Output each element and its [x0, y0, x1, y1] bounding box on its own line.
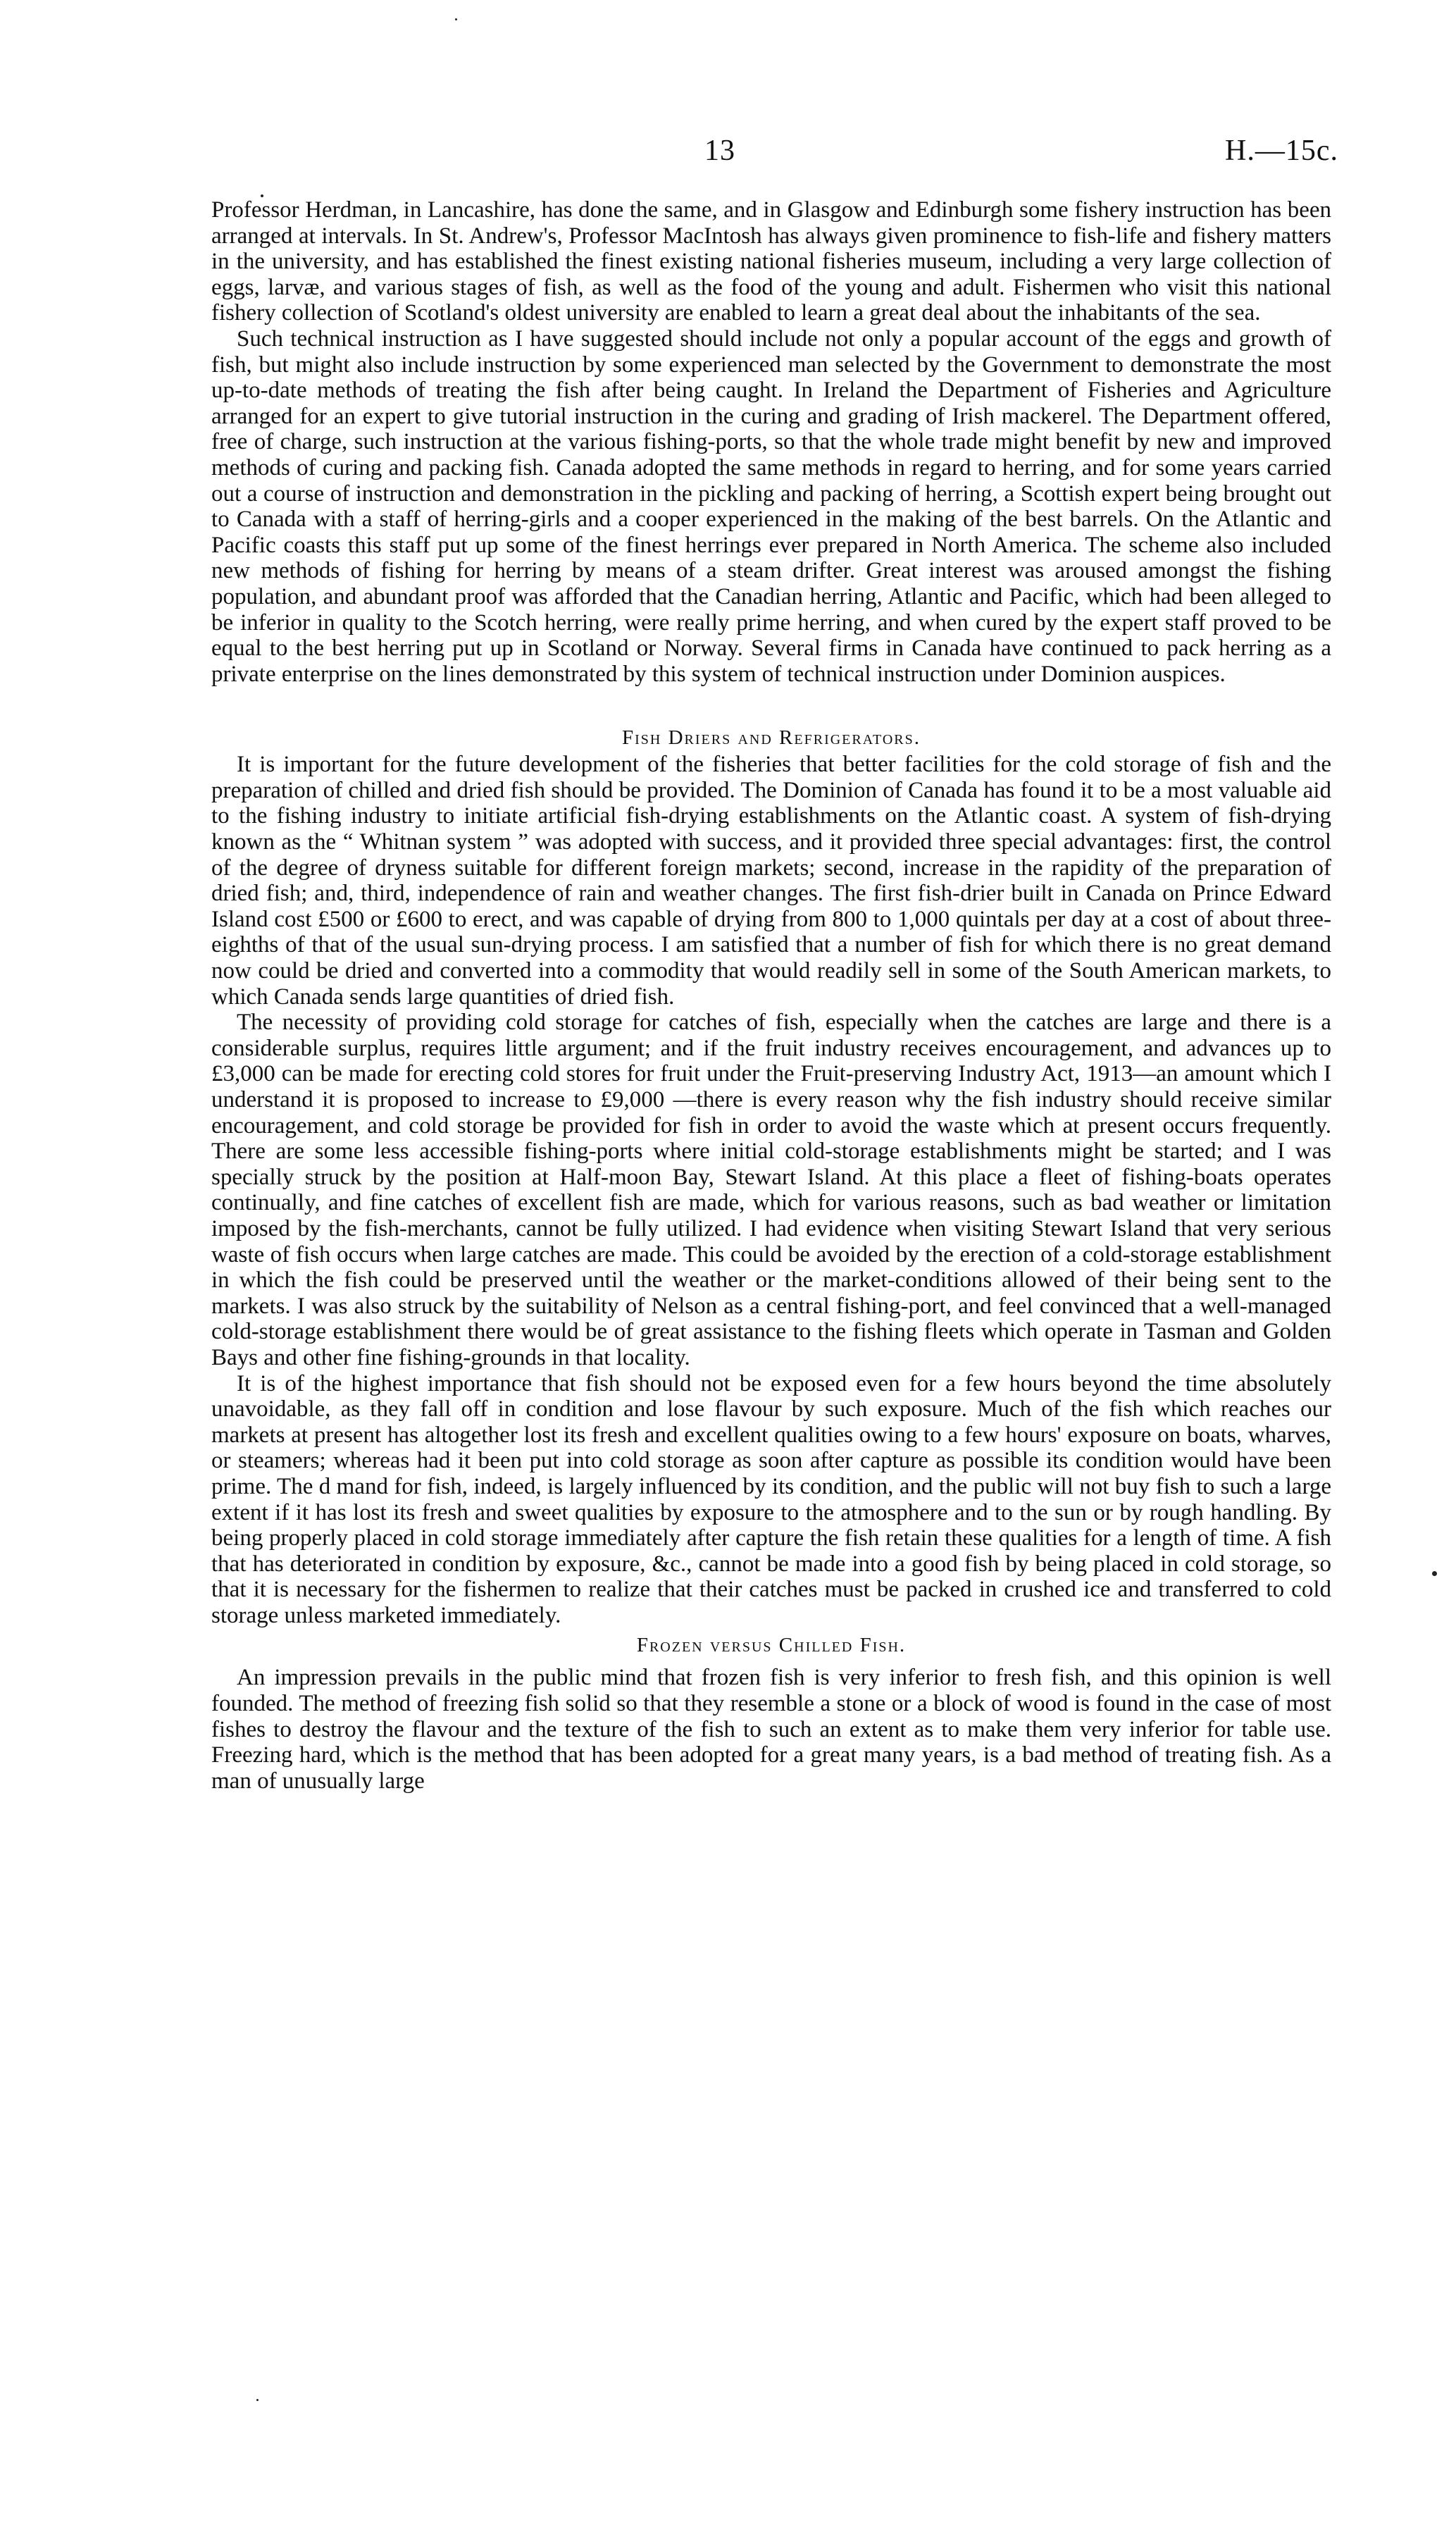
paragraph-fish-drying: It is important for the future development of the fisheries that better facilities for the cold storage of fish and the preparation of chilled and dried fish should be provided. The Dominion of Canada has found it to be a most valuable aid to the fishing industry to initiate artificial fish-drying establishments on the Atlantic coast. A system of fish-drying known as the “ Whitnan system ” was adopted with success, and it provided three special advantages: first, the control of the degree of dryness suitable for different foreign markets; second, increase in the rapidity of the preparation of dried fish; and, third, independence of rain and weather changes. The first fish-drier built in Canada on Prince Edward Island cost £500 or £600 to erect, and was capable of drying from 800 to 1,000 quintals per day at a cost of about three-eighths of that of the usual sun-drying process. I am satisfied that a number of fish for which there is no great demand now could be dried and converted into a commodity that would readily sell in some of the South American markets, to which Canada sends large quantities of dried fish. [211, 752, 1331, 1010]
scan-speck [256, 2399, 259, 2401]
paragraph-cold-storage: The necessity of providing cold storage for catches of fish, especially when the catches are large and there is a considerable surplus, requires little argument; and if the fruit industry receives encouragement, and advances up to £3,000 can be made for erecting cold stores for fruit under the Fruit-preserving Industry Act, 1913—an amount which I understand it is proposed to increase to £9,000 —there is every reason why the fish industry should receive similar encouragement, and cold storage be provided for fish in order to avoid the waste which at present occurs frequently. There are some less accessible fishing-ports where initial cold-storage establishments might be started; and I was specially struck by the position at Half-moon Bay, Stewart Island. At this place a fleet of fishing-boats operates continually, and fine catches of excellent fish are made, which for various reasons, such as bad weather or limitation imposed by the fish-merchants, cannot be fully utilized. I had evidence when visiting Stewart Island that very serious waste of fish occurs when large catches are made. This could be avoided by the erection of a cold-storage establishment in which the fish could be preserved until the weather or the market-conditions allowed of their being sent to the markets. I was also struck by the suitability of Nelson as a central fishing-port, and feel convinced that a well-managed cold-storage establishment there would be of great assistance to the fishing fleets which operate in Tasman and Golden Bays and other fine fishing-grounds in that locality. [211, 1010, 1331, 1370]
scan-speck [261, 194, 263, 197]
page-number: 13 [704, 135, 735, 167]
section-heading-fish-driers: Fish Driers and Refrigerators. [622, 726, 921, 750]
paragraph-herdman: Professor Herdman, in Lancashire, has done the same, and in Glasgow and Edinburgh some fishery instruction has been arranged at intervals. In St. Andrew's, Professor MacIntosh has always given prominence to fish-life and fishery matters in the university, and has established the finest existing national fisheries museum, including a very large collection of eggs, larvæ, and various stages of fish, as well as the food of the young and adult. Fishermen who visit this national fishery collection of Scotland's oldest university are enabled to learn a great deal about the inhabitants of the sea. [211, 197, 1331, 326]
body-text [211, 197, 1331, 1794]
scan-speck [455, 18, 457, 20]
document-reference: H.—15c. [1225, 135, 1338, 167]
paragraph-technical-instruction: Such technical instruction as I have suggested should include not only a popular account of the eggs and growth of fish, but might also include instruction by some experienced man selected by the Government to demonstrate the most up-to-date methods of treating the fish after being caught. In Ireland the Department of Fisheries and Agriculture arranged for an expert to give tutorial instruction in the curing and grading of Irish mackerel. The Department offered, free of charge, such instruction at the various fishing-ports, so that the whole trade might benefit by new and improved methods of curing and packing fish. Canada adopted the same methods in regard to herring, and for some years carried out a course of instruction and demonstration in the pickling and packing of herring, a Scottish expert being brought out to Canada with a staff of herring-girls and a cooper experienced in the making of the best barrels. On the Atlantic and Pacific coasts this staff put up some of the finest herrings ever prepared in North America. The scheme also included new methods of fishing for herring by means of a steam drifter. Great interest was aroused amongst the fishing population, and abundant proof was afforded that the Canadian herring, Atlantic and Pacific, which had been alleged to be inferior in quality to the Scotch herring, were really prime herring, and when cured by the expert staff proved to be equal to the best herring put up in Scotland or Norway. Several firms in Canada have continued to pack herring as a private enterprise on the lines demonstrated by this system of technical instruction under Dominion auspices. [211, 325, 1331, 687]
paragraph-frozen-fish: An impression prevails in the public mind that frozen fish is very inferior to fresh fish, and this opinion is well founded. The method of freezing fish solid so that they resemble a stone or a block of wood is found in the case of most fishes to destroy the flavour and the texture of the fish to such an extent as to make them very inferior for table use. Freezing hard, which is the method that has been adopted for a great many years, is a bad method of treating fish. As a man of unusually large [211, 1665, 1331, 1794]
scan-speck [1432, 1571, 1437, 1576]
paragraph-exposure: It is of the highest importance that fish should not be exposed even for a few hours beyond the time absolutely unavoidable, as they fall off in condition and lose flavour by such exposure. Much of the fish which reaches our markets at present has altogether lost its fresh and excellent qualities owing to a few hours' exposure on boats, wharves, or steamers; whereas had it been put into cold storage as soon after capture as possible its condition would have been prime. The d mand for fish, indeed, is largely influenced by its condition, and the public will not buy fish to such a large extent if it has lost its fresh and sweet qualities by exposure to the atmosphere and to the sun or by rough handling. By being properly placed in cold storage immediately after capture the fish retain these qualities for a length of time. A fish that has deteriorated in condition by exposure, &c., cannot be made into a good fish by being placed in cold storage, so that it is necessary for the fishermen to realize that their catches must be packed in crushed ice and transferred to cold storage unless marketed immediately. [211, 1370, 1331, 1628]
section-heading-frozen-fish: Frozen versus Chilled Fish. [636, 1634, 907, 1657]
page-header [211, 134, 1338, 176]
